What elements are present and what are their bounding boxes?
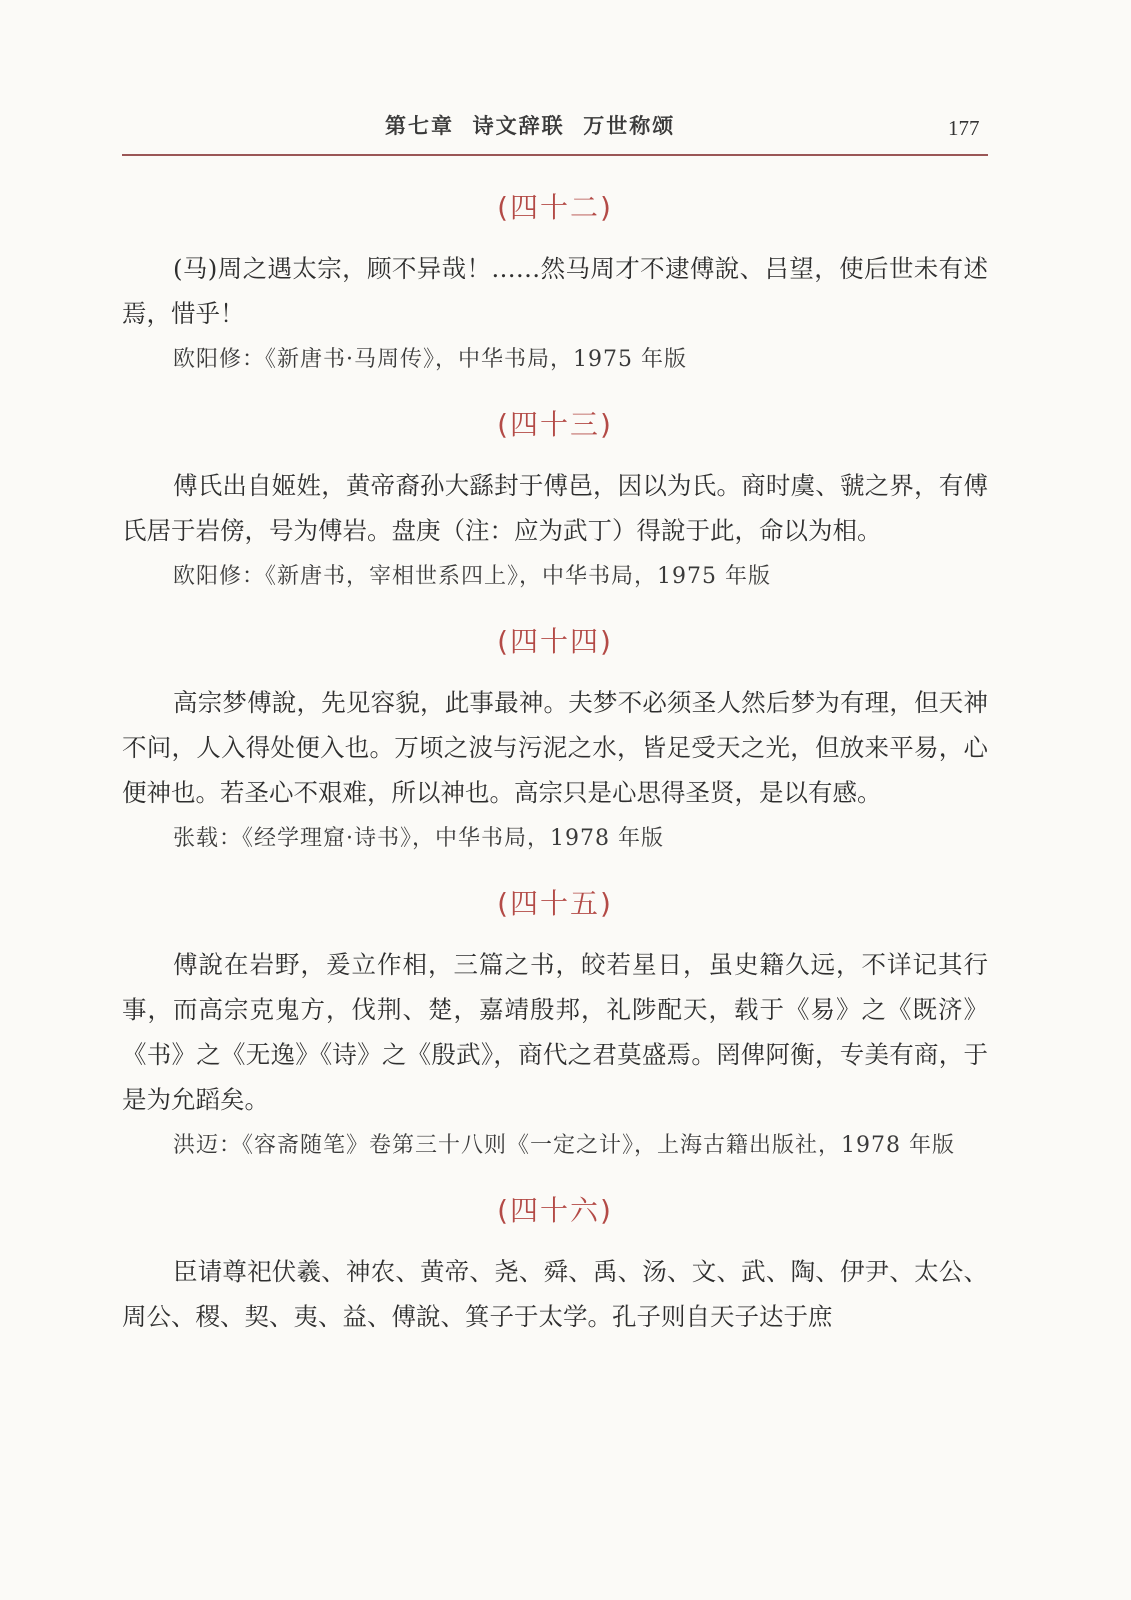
- section-44: [122, 622, 988, 858]
- section-source: 欧阳修：《新唐书·马周传》，中华书局，1975 年版: [173, 347, 687, 372]
- section-45: [122, 884, 988, 1165]
- section-body: 傅氏出自姬姓，黄帝裔孙大繇封于傅邑，因以为氏。商时虞、虢之界，有傅氏居于岩傍，号为傅岩。盘庚（注：应为武丁）得說于此，命以为相。: [122, 471, 988, 545]
- chapter-title: 第七章 诗文辞联 万世称颂: [385, 114, 676, 138]
- header-rule: [122, 154, 988, 156]
- page-number: 177: [948, 116, 980, 140]
- section-43: [122, 405, 988, 596]
- section-source: 洪迈：《容斋随笔》卷第三十八则《一定之计》，上海古籍出版社，1978 年版: [173, 1133, 955, 1158]
- section-source: 欧阳修：《新唐书，宰相世系四上》，中华书局，1975 年版: [173, 564, 771, 589]
- section-heading: (四十四): [497, 625, 613, 658]
- section-body: 傅說在岩野，爰立作相，三篇之书，皎若星日，虽史籍久远，不详记其行事，而高宗克鬼方，伐荆、楚，嘉靖殷邦，礼陟配天，载于《易》之《既济》《书》之《无逸》《诗》之《殷武》，商代之君莫盛焉。罔俾阿衡，专美有商，于是为允蹈矣。: [122, 950, 988, 1114]
- section-body: (马)周之遇太宗，顾不异哉！……然马周才不逮傅說、吕望，使后世未有述焉，惜乎！: [122, 254, 988, 328]
- section-heading: (四十五): [497, 887, 613, 920]
- page-content: [122, 188, 988, 1339]
- section-body: 高宗梦傅說，先见容貌，此事最神。夫梦不必须圣人然后梦为有理，但天神不问，人入得处便入也。万顷之波与污泥之水，皆足受天之光，但放来平易，心便神也。若圣心不艰难，所以神也。高宗只是心思得圣贤，是以有感。: [122, 688, 988, 807]
- section-heading: (四十三): [497, 408, 613, 441]
- section-heading: (四十二): [497, 191, 613, 224]
- section-body: 臣请尊祀伏羲、神农、黄帝、尧、舜、禹、汤、文、武、陶、伊尹、太公、周公、稷、契、夷、益、傅說、箕子于太学。孔子则自天子达于庶: [122, 1257, 988, 1331]
- section-42: [122, 188, 988, 379]
- section-46: [122, 1191, 988, 1339]
- section-source: 张载：《经学理窟·诗书》，中华书局，1978 年版: [173, 826, 664, 851]
- section-heading: (四十六): [497, 1194, 613, 1227]
